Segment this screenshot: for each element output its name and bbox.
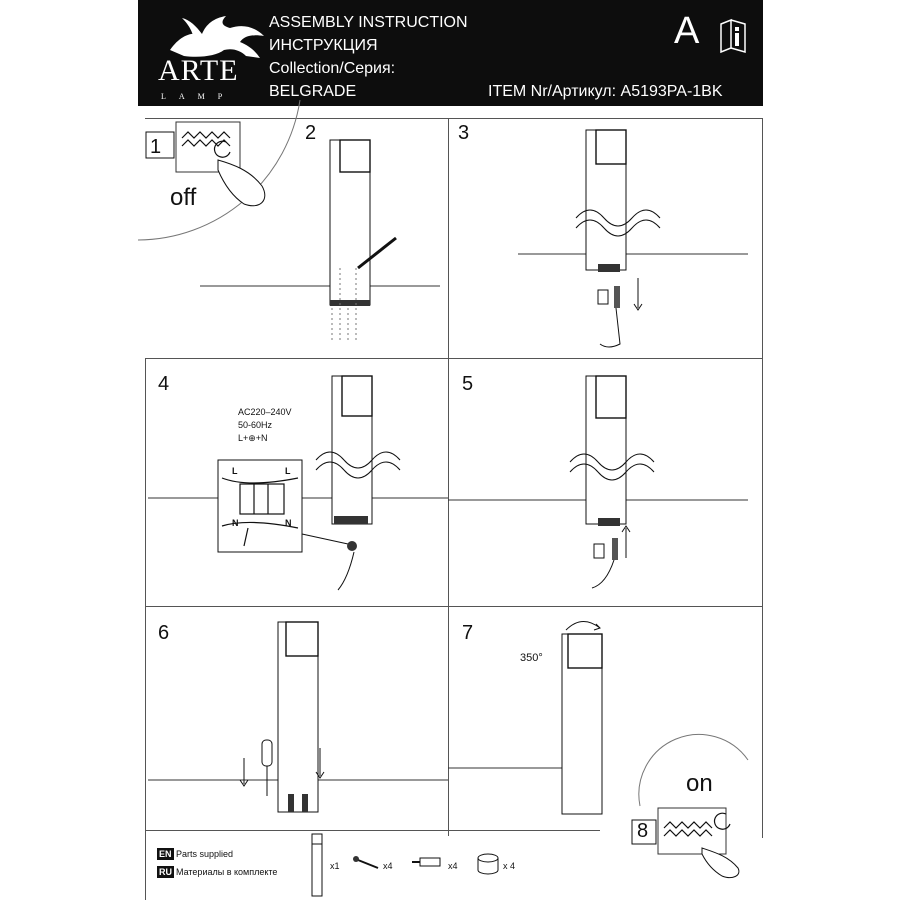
frame-right xyxy=(762,118,763,838)
item-number: ITEM Nr/Артикул: A5193PA-1BK xyxy=(488,83,723,100)
step-4-number: 4 xyxy=(158,373,170,395)
step-1-number: 1 xyxy=(150,136,162,158)
voltage-label: AC220–240V xyxy=(238,407,292,417)
title-en: ASSEMBLY INSTRUCTION xyxy=(269,14,468,31)
neutral-left-label: N xyxy=(232,518,239,528)
step-3-illustration xyxy=(448,118,758,358)
rotation-label: 350° xyxy=(520,652,543,664)
screw-icon xyxy=(353,856,378,868)
anchor-icon xyxy=(412,858,440,866)
qty-lamp: x1 xyxy=(330,861,340,871)
logo-subtitle: LAMP xyxy=(161,92,236,101)
cap-icon xyxy=(478,854,498,874)
qty-cap: x 4 xyxy=(503,861,516,871)
step-5-illustration xyxy=(448,358,758,604)
step-5-number: 5 xyxy=(462,373,474,395)
step-6-number: 6 xyxy=(158,622,170,644)
live-right-label: L xyxy=(285,466,291,476)
collection-label: Collection/Серия: xyxy=(269,60,396,77)
frequency-label: 50-60Hz xyxy=(238,420,273,430)
title-ru: ИНСТРУКЦИЯ xyxy=(269,37,378,54)
terminals-label: L+⊕+N xyxy=(238,433,268,443)
qty-anchor: x4 xyxy=(448,861,458,871)
qty-screw: x4 xyxy=(383,861,393,871)
off-label: off xyxy=(170,184,197,211)
parts-supplied-en: Parts supplied xyxy=(176,849,234,859)
frame-left xyxy=(145,358,146,900)
collection-name: BELGRADE xyxy=(269,83,357,100)
parts-supplied-ru: Материалы в комплекте xyxy=(176,867,278,877)
step-2-number: 2 xyxy=(305,122,317,144)
live-left-label: L xyxy=(232,466,238,476)
step-8-number: 8 xyxy=(637,820,649,842)
big-letter: A xyxy=(674,10,700,52)
ru-badge: RU xyxy=(159,867,172,877)
info-book-icon xyxy=(718,18,748,54)
en-badge: EN xyxy=(159,849,172,859)
step-8-switch-on-illustration xyxy=(610,800,760,880)
header-bar xyxy=(138,0,763,106)
step-3-number: 3 xyxy=(458,122,470,144)
step-7-number: 7 xyxy=(462,622,474,644)
logo-wordmark: ARTE xyxy=(158,54,239,87)
neutral-right-label: N xyxy=(285,518,292,528)
step-4-illustration xyxy=(148,358,448,604)
on-label: on xyxy=(686,770,713,797)
step-6-illustration xyxy=(148,606,448,830)
step-2-illustration xyxy=(200,118,440,358)
